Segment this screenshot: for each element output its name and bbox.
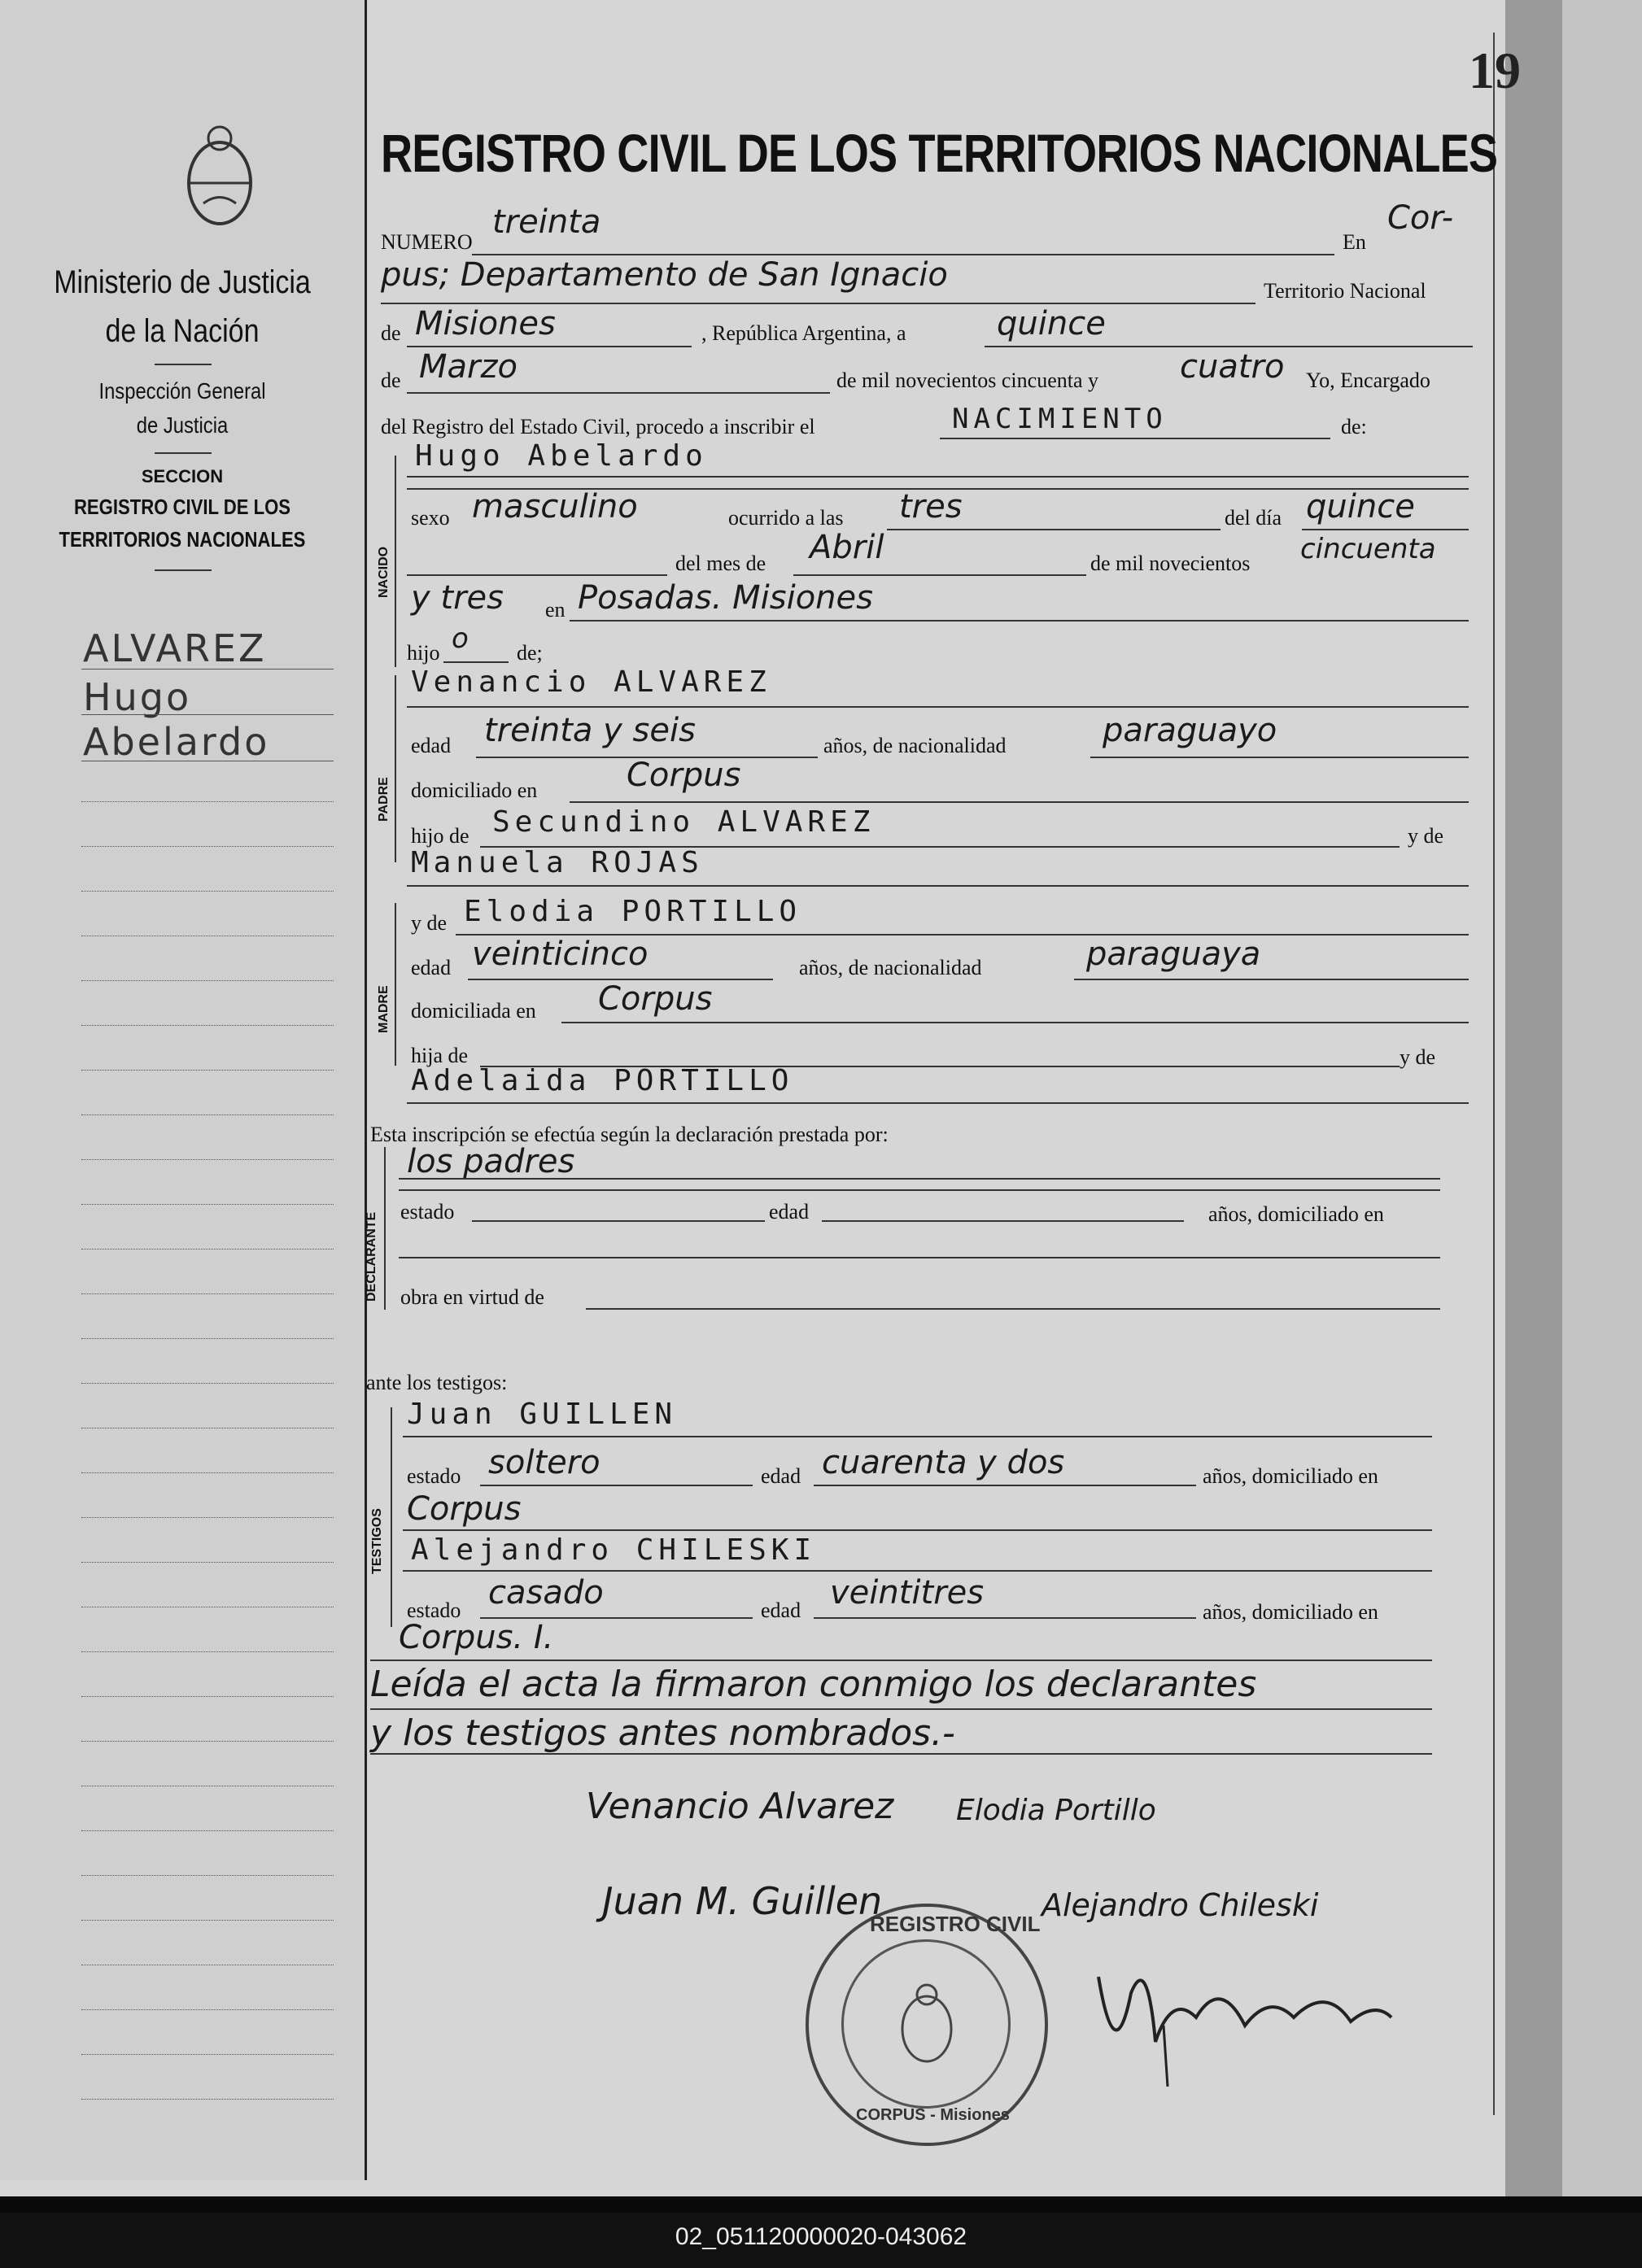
side-label-madre: MADRE [377,985,391,1033]
y-de-label: y de [1408,824,1444,848]
numero-value: treinta [492,203,601,241]
firma-testigo-1: Juan M. Guillen [602,1879,883,1923]
testigo2-estado: casado [488,1574,604,1612]
testigos-label: ante los testigos: [366,1371,508,1394]
estado-label: estado [407,1464,461,1488]
firma-testigo-2: Alejandro Chileski [1042,1887,1319,1923]
en-label: En [1343,230,1366,254]
ministry-line-1: Ministerio de Justicia [54,264,311,300]
padre-edad: treinta y seis [484,712,696,749]
mil-nov-label: de mil novecientos [1090,552,1251,575]
left-panel [0,0,367,2180]
testigo2-dom: Corpus. I. [399,1619,554,1656]
madre-nac: paraguaya [1086,936,1261,973]
anios-dom-label: años, domiciliado en [1203,1464,1378,1488]
de-label: de [381,321,401,345]
side-label-padre: PADRE [377,777,391,822]
index-middle-name: Abelardo [83,720,270,764]
de-label: de [381,369,401,392]
testigo1-nombre: Juan GUILLEN [407,1398,678,1431]
stamp-crest-icon [890,1980,963,2070]
edad-label: edad [769,1200,810,1223]
inspection-line-2: de Justicia [136,412,229,438]
hija-de-label: hija de [411,1044,469,1067]
madre-edad: veinticinco [472,936,649,973]
hijo-label: hijo [407,641,440,665]
ministry-line-2: de la Nación [105,313,260,349]
edad-label: edad [411,734,452,757]
page-number: 19 [1469,41,1521,99]
testigo1-dom: Corpus [407,1490,522,1528]
madre-madre: Adelaida PORTILLO [411,1064,794,1097]
testigo2-nombre: Alejandro CHILESKI [411,1533,817,1567]
inspection-line-1: Inspección General [98,378,266,403]
section-line-1: SECCION [141,466,224,486]
del-dia-label: del día [1225,506,1282,530]
nac-anio-value: cincuenta [1300,533,1436,565]
edad-label: edad [761,1599,801,1622]
y-de-label: y de [411,911,448,935]
coat-of-arms-icon [179,118,260,232]
stamp-top-text: REGISTRO CIVIL [870,1912,1041,1936]
anios-nac-label: años, de nacionalidad [799,956,982,979]
obra-label: obra en virtud de [400,1285,544,1309]
del-mes-label: del mes de [675,552,766,575]
right-margin-line [1493,33,1495,2115]
divider [155,452,212,454]
domiciliado-label: domiciliado en [411,779,538,802]
padre-padre: Secundino ALVAREZ [492,805,876,839]
stamp-bottom-text: CORPUS - Misiones [856,2106,1010,2124]
estado-label: estado [400,1200,455,1223]
hijo-de-label: hijo de [411,824,469,848]
nac-mes-value: Abril [810,529,884,566]
side-label-declarante: DECLARANTE [365,1211,378,1302]
padre-nombre: Venancio ALVAREZ [411,665,771,699]
madre-nombre: Elodia PORTILLO [464,895,802,928]
index-surname: ALVAREZ [83,626,267,670]
divider [155,364,212,365]
anios-nac-label: años, de nacionalidad [823,734,1007,757]
lugar-value: Posadas. Misiones [578,579,873,617]
testigo2-edad: veintitres [830,1574,985,1612]
domiciliada-label: domiciliada en [411,999,536,1023]
side-label-nacido: NACIDO [377,546,391,598]
padre-madre: Manuela ROJAS [411,846,704,879]
y-de-label: y de [1400,1045,1436,1069]
edad-label: edad [761,1464,801,1488]
section-line-2: REGISTRO CIVIL DE LOS [73,495,291,519]
de-colon: de: [1341,415,1367,438]
firma-madre: Elodia Portillo [956,1794,1156,1827]
nac-dia-value: quince [1306,488,1415,526]
side-label-testigos: TESTIGOS [370,1508,384,1574]
en-lugar-label: en [545,598,566,622]
de-label-2: de; [517,641,543,665]
sexo-label: sexo [411,506,450,530]
edad-label: edad [411,956,452,979]
divider [155,569,212,571]
hijo-value: o [452,622,469,655]
hora-value: tres [899,488,963,526]
numero-label: NUMERO [381,230,473,254]
firma-padre: Venancio Alvarez [586,1786,894,1827]
dia-value: quince [997,305,1106,342]
padre-dom: Corpus [627,757,741,794]
anios-dom-label: años, domiciliado en [1203,1600,1378,1624]
encargado-signature [1090,1944,1400,2091]
en-value-1: Cor- [1387,199,1454,237]
ocurrido-label: ocurrido a las [728,506,844,530]
anio-value: cuatro [1180,348,1285,386]
nac-anio-value-2: y tres [411,579,504,617]
official-stamp [806,1904,1048,2146]
estado-label: estado [407,1599,461,1622]
nombre-value: Hugo Abelardo [415,439,708,473]
cierre-line-1: Leída el acta la firmaron conmigo los declarantes [370,1664,1257,1705]
book-edge [1562,0,1642,2196]
acto-value: NACIMIENTO [952,403,1168,435]
registro-label: del Registro del Estado Civil, procedo a inscribir el [381,415,815,438]
territorio-label: Territorio Nacional [1264,279,1426,303]
padre-nac: paraguayo [1103,712,1277,749]
mil-label: de mil novecientos cincuenta y [836,369,1099,392]
en-value-2: pus; Departamento de San Ignacio [381,256,948,294]
testigo1-estado: soltero [488,1444,600,1481]
declarante-value: los padres [407,1143,575,1180]
declaracion-label: Esta inscripción se efectúa según la declaración prestada por: [370,1123,889,1146]
document-title: REGISTRO CIVIL DE LOS TERRITORIOS NACIONALES [381,123,1498,183]
madre-dom: Corpus [598,980,713,1018]
encargado-label: Yo, Encargado [1306,369,1430,392]
cierre-line-2: y los testigos antes nombrados.- [370,1712,955,1754]
sexo-value: masculino [472,488,638,526]
testigo1-edad: cuarenta y dos [822,1444,1065,1481]
index-first-name: Hugo [83,675,192,719]
image-id-footer: 02_051120000020-043062 [0,2213,1642,2268]
mes-value: Marzo [419,348,517,386]
republica-label: , República Argentina, a [701,321,906,345]
section-line-3: TERRITORIOS NACIONALES [59,527,306,552]
territorio-value: Misiones [415,305,556,342]
anios-dom-label: años, domiciliado en [1208,1202,1384,1226]
